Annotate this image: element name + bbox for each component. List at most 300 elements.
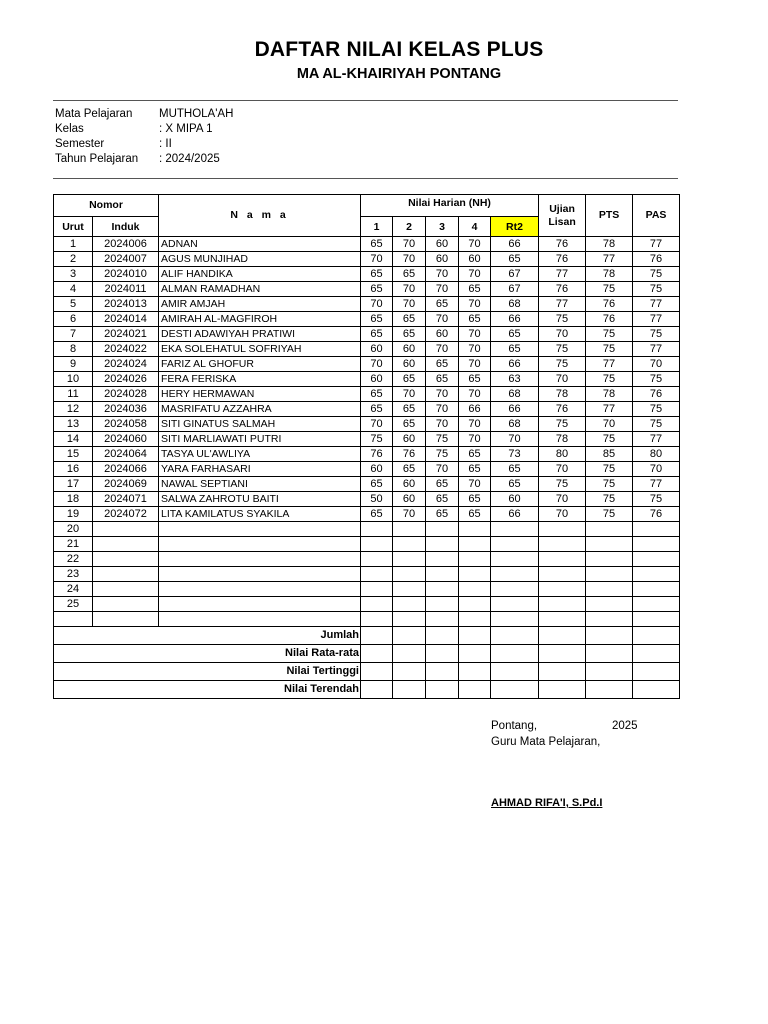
cell-pas <box>633 612 680 627</box>
cell-pts: 76 <box>586 312 633 327</box>
cell-induk <box>93 567 159 582</box>
summary-cell <box>586 645 633 663</box>
cell-nh4: 65 <box>459 447 491 462</box>
cell-rt2: 65 <box>491 462 539 477</box>
cell-induk: 2024013 <box>93 297 159 312</box>
table-row <box>54 297 680 312</box>
cell-nh4: 65 <box>459 372 491 387</box>
cell-nama: TASYA UL'AWLIYA <box>159 447 361 462</box>
cell-nama <box>159 567 361 582</box>
summary-cell <box>361 681 393 699</box>
summary-cell <box>539 681 586 699</box>
school-name: MA AL-KHAIRIYAH PONTANG <box>296 66 502 82</box>
cell-nh2 <box>393 537 426 552</box>
cell-pts: 78 <box>586 237 633 252</box>
cell-urut: 14 <box>54 432 93 447</box>
cell-rt2 <box>491 537 539 552</box>
cell-nh4: 70 <box>459 237 491 252</box>
info-value: : X MIPA 1 <box>159 123 213 135</box>
cell-induk: 2024022 <box>93 342 159 357</box>
cell-nh2: 65 <box>393 402 426 417</box>
cell-ujian: 70 <box>539 327 586 342</box>
cell-pas: 77 <box>633 237 680 252</box>
cell-nh2: 60 <box>393 357 426 372</box>
cell-nama: ALMAN RAMADHAN <box>159 282 361 297</box>
cell-pas: 77 <box>633 477 680 492</box>
info-label: Semester <box>55 138 105 150</box>
cell-nama: YARA FARHASARI <box>159 462 361 477</box>
cell-pts: 75 <box>586 282 633 297</box>
cell-pts: 75 <box>586 492 633 507</box>
cell-urut: 2 <box>54 252 93 267</box>
cell-pas: 75 <box>633 492 680 507</box>
cell-nh2 <box>393 597 426 612</box>
cell-rt2 <box>491 597 539 612</box>
col-header-induk: Induk <box>93 217 159 237</box>
cell-pts: 85 <box>586 447 633 462</box>
table-row <box>54 312 680 327</box>
cell-nh3 <box>426 567 459 582</box>
cell-induk: 2024026 <box>93 372 159 387</box>
cell-rt2: 68 <box>491 387 539 402</box>
summary-cell <box>633 663 680 681</box>
cell-nama <box>159 597 361 612</box>
cell-urut: 24 <box>54 582 93 597</box>
summary-row <box>54 645 680 663</box>
document-title: DAFTAR NILAI KELAS PLUS <box>254 38 544 61</box>
cell-induk: 2024072 <box>93 507 159 522</box>
cell-nh2: 70 <box>393 297 426 312</box>
signature-role: Guru Mata Pelajaran, <box>491 736 601 748</box>
signature-place: Pontang, <box>491 720 538 732</box>
summary-row <box>54 663 680 681</box>
cell-ujian: 75 <box>539 477 586 492</box>
summary-cell <box>426 681 459 699</box>
cell-nh1 <box>361 582 393 597</box>
cell-pas: 77 <box>633 312 680 327</box>
cell-rt2: 66 <box>491 312 539 327</box>
col-header-nh3: 3 <box>426 217 459 237</box>
cell-induk <box>93 582 159 597</box>
cell-nh3: 75 <box>426 432 459 447</box>
cell-induk: 2024014 <box>93 312 159 327</box>
cell-nh1 <box>361 612 393 627</box>
cell-pts: 75 <box>586 342 633 357</box>
cell-induk: 2024007 <box>93 252 159 267</box>
cell-nh2: 70 <box>393 507 426 522</box>
summary-cell <box>459 627 491 645</box>
cell-urut: 8 <box>54 342 93 357</box>
table-row <box>54 492 680 507</box>
table-row <box>54 597 680 612</box>
col-header-nomor: Nomor <box>54 195 159 217</box>
cell-nama: MASRIFATU AZZAHRA <box>159 402 361 417</box>
cell-nama: SITI GINATUS SALMAH <box>159 417 361 432</box>
cell-ujian: 70 <box>539 372 586 387</box>
cell-nh1 <box>361 537 393 552</box>
cell-induk <box>93 552 159 567</box>
cell-nama: AMIR AMJAH <box>159 297 361 312</box>
cell-nh4 <box>459 537 491 552</box>
cell-nh1: 70 <box>361 357 393 372</box>
cell-nh3: 65 <box>426 297 459 312</box>
cell-urut: 15 <box>54 447 93 462</box>
cell-induk: 2024060 <box>93 432 159 447</box>
cell-nh3: 70 <box>426 282 459 297</box>
summary-cell <box>426 627 459 645</box>
cell-nh4 <box>459 597 491 612</box>
cell-nh4: 60 <box>459 252 491 267</box>
table-row <box>54 567 680 582</box>
cell-induk: 2024006 <box>93 237 159 252</box>
cell-pas: 77 <box>633 432 680 447</box>
cell-pas <box>633 597 680 612</box>
cell-nh4: 70 <box>459 357 491 372</box>
cell-ujian <box>539 522 586 537</box>
cell-nh4: 70 <box>459 327 491 342</box>
cell-pas: 75 <box>633 417 680 432</box>
cell-nh2: 65 <box>393 267 426 282</box>
cell-nh2 <box>393 567 426 582</box>
summary-cell <box>393 681 426 699</box>
cell-induk: 2024071 <box>93 492 159 507</box>
cell-pts: 78 <box>586 387 633 402</box>
cell-induk: 2024064 <box>93 447 159 462</box>
grades-table <box>53 194 680 699</box>
summary-cell <box>361 645 393 663</box>
cell-pas <box>633 522 680 537</box>
cell-urut: 6 <box>54 312 93 327</box>
cell-induk: 2024036 <box>93 402 159 417</box>
cell-pas: 75 <box>633 267 680 282</box>
cell-pts <box>586 612 633 627</box>
summary-cell <box>361 663 393 681</box>
cell-rt2: 65 <box>491 327 539 342</box>
cell-ujian: 70 <box>539 507 586 522</box>
table-row <box>54 447 680 462</box>
cell-nama: AGUS MUNJIHAD <box>159 252 361 267</box>
cell-nh4: 70 <box>459 417 491 432</box>
cell-nh1: 70 <box>361 252 393 267</box>
col-header-nh4: 4 <box>459 217 491 237</box>
cell-nh4 <box>459 567 491 582</box>
table-row <box>54 462 680 477</box>
cell-ujian <box>539 612 586 627</box>
cell-rt2 <box>491 552 539 567</box>
cell-nh2: 70 <box>393 237 426 252</box>
cell-nh1: 65 <box>361 507 393 522</box>
col-header-nh1: 1 <box>361 217 393 237</box>
cell-nama <box>159 552 361 567</box>
info-label: Mata Pelajaran <box>55 108 133 120</box>
cell-rt2: 68 <box>491 417 539 432</box>
cell-rt2 <box>491 582 539 597</box>
cell-ujian <box>539 582 586 597</box>
cell-induk <box>93 597 159 612</box>
cell-rt2: 66 <box>491 507 539 522</box>
cell-nh3: 70 <box>426 402 459 417</box>
cell-nh1: 65 <box>361 477 393 492</box>
cell-nh4: 70 <box>459 387 491 402</box>
cell-induk: 2024024 <box>93 357 159 372</box>
cell-urut: 9 <box>54 357 93 372</box>
top-divider <box>53 100 678 101</box>
cell-pas: 70 <box>633 357 680 372</box>
cell-nama: FARIZ AL GHOFUR <box>159 357 361 372</box>
info-row-semester <box>55 138 233 153</box>
cell-induk <box>93 612 159 627</box>
cell-nh3: 60 <box>426 237 459 252</box>
cell-pts: 75 <box>586 462 633 477</box>
cell-nh4: 65 <box>459 507 491 522</box>
table-row <box>54 432 680 447</box>
table-row <box>54 522 680 537</box>
grade-rows <box>54 237 680 627</box>
summary-cell <box>459 681 491 699</box>
cell-pts <box>586 597 633 612</box>
info-label: Kelas <box>55 123 84 135</box>
cell-nh2: 60 <box>393 492 426 507</box>
cell-nh1 <box>361 522 393 537</box>
cell-nh4 <box>459 612 491 627</box>
summary-cell <box>459 663 491 681</box>
summary-cell <box>633 681 680 699</box>
summary-cell <box>426 663 459 681</box>
cell-induk: 2024028 <box>93 387 159 402</box>
cell-pas <box>633 552 680 567</box>
col-header-ujian-line2: Lisan <box>548 215 576 228</box>
cell-ujian <box>539 537 586 552</box>
cell-nh4: 65 <box>459 312 491 327</box>
cell-induk: 2024021 <box>93 327 159 342</box>
cell-pts: 70 <box>586 417 633 432</box>
table-row <box>54 477 680 492</box>
cell-nh4: 70 <box>459 477 491 492</box>
cell-nh3: 70 <box>426 417 459 432</box>
cell-nh2: 60 <box>393 342 426 357</box>
table-row <box>54 372 680 387</box>
cell-nh4: 70 <box>459 297 491 312</box>
cell-pts: 75 <box>586 327 633 342</box>
cell-urut: 10 <box>54 372 93 387</box>
cell-nh4: 65 <box>459 462 491 477</box>
cell-urut: 4 <box>54 282 93 297</box>
table-row <box>54 387 680 402</box>
summary-cell <box>586 681 633 699</box>
cell-rt2: 60 <box>491 492 539 507</box>
cell-nama: EKA SOLEHATUL SOFRIYAH <box>159 342 361 357</box>
cell-pas <box>633 582 680 597</box>
cell-nh1: 60 <box>361 372 393 387</box>
cell-rt2 <box>491 567 539 582</box>
cell-nh2: 65 <box>393 312 426 327</box>
cell-nh2 <box>393 582 426 597</box>
cell-urut: 11 <box>54 387 93 402</box>
cell-urut: 12 <box>54 402 93 417</box>
cell-nh3: 70 <box>426 462 459 477</box>
cell-ujian: 76 <box>539 237 586 252</box>
col-header-nh2: 2 <box>393 217 426 237</box>
cell-pts <box>586 567 633 582</box>
cell-pts: 77 <box>586 357 633 372</box>
cell-induk: 2024058 <box>93 417 159 432</box>
summary-row <box>54 627 680 645</box>
cell-nh2: 70 <box>393 282 426 297</box>
cell-nh3 <box>426 552 459 567</box>
cell-rt2: 65 <box>491 477 539 492</box>
cell-pts: 77 <box>586 402 633 417</box>
cell-nh4: 70 <box>459 342 491 357</box>
cell-nh3: 70 <box>426 312 459 327</box>
cell-pas: 76 <box>633 387 680 402</box>
cell-nama: FERA FERISKA <box>159 372 361 387</box>
info-value: MUTHOLA'AH <box>159 108 234 120</box>
cell-pas <box>633 537 680 552</box>
col-header-ujian-lisan <box>539 195 586 237</box>
cell-pts: 78 <box>586 267 633 282</box>
cell-rt2: 63 <box>491 372 539 387</box>
cell-pas: 76 <box>633 252 680 267</box>
cell-urut: 16 <box>54 462 93 477</box>
cell-induk: 2024011 <box>93 282 159 297</box>
cell-nh4 <box>459 552 491 567</box>
table-row <box>54 357 680 372</box>
cell-nh3: 65 <box>426 492 459 507</box>
cell-pts: 75 <box>586 507 633 522</box>
table-row <box>54 417 680 432</box>
cell-nh1: 65 <box>361 237 393 252</box>
cell-urut: 23 <box>54 567 93 582</box>
cell-ujian <box>539 552 586 567</box>
cell-rt2: 68 <box>491 297 539 312</box>
summary-cell <box>393 645 426 663</box>
cell-induk: 2024069 <box>93 477 159 492</box>
summary-cell <box>491 645 539 663</box>
table-row <box>54 252 680 267</box>
cell-urut: 20 <box>54 522 93 537</box>
cell-nh3 <box>426 537 459 552</box>
summary-row <box>54 681 680 699</box>
cell-nh3: 65 <box>426 372 459 387</box>
header-row-1 <box>54 195 680 217</box>
col-header-nama: N a m a <box>159 195 361 237</box>
signature-year: 2025 <box>612 720 638 732</box>
cell-nh1: 75 <box>361 432 393 447</box>
info-divider <box>53 178 678 179</box>
table-row <box>54 537 680 552</box>
cell-pas: 77 <box>633 297 680 312</box>
cell-pas: 75 <box>633 327 680 342</box>
cell-nh3: 70 <box>426 387 459 402</box>
cell-nh3 <box>426 522 459 537</box>
cell-nh1: 65 <box>361 327 393 342</box>
cell-ujian: 75 <box>539 417 586 432</box>
cell-rt2: 73 <box>491 447 539 462</box>
table-row <box>54 582 680 597</box>
table-row <box>54 282 680 297</box>
cell-ujian <box>539 567 586 582</box>
cell-nh3: 70 <box>426 267 459 282</box>
cell-nh2: 60 <box>393 477 426 492</box>
summary-cell <box>491 663 539 681</box>
cell-urut: 7 <box>54 327 93 342</box>
cell-urut: 22 <box>54 552 93 567</box>
cell-pts: 76 <box>586 297 633 312</box>
cell-ujian: 76 <box>539 282 586 297</box>
cell-nama: SALWA ZAHROTU BAITI <box>159 492 361 507</box>
table-row <box>54 552 680 567</box>
summary-label: Nilai Terendah <box>54 681 361 699</box>
info-block <box>55 108 233 168</box>
table-row <box>54 267 680 282</box>
col-header-pas: PAS <box>633 195 680 237</box>
info-row-year <box>55 153 233 168</box>
cell-nh2: 76 <box>393 447 426 462</box>
cell-ujian <box>539 597 586 612</box>
cell-urut: 18 <box>54 492 93 507</box>
cell-nama: NAWAL SEPTIANI <box>159 477 361 492</box>
cell-nh1: 70 <box>361 417 393 432</box>
col-header-rt2: Rt2 <box>491 217 539 237</box>
cell-nh2: 60 <box>393 432 426 447</box>
cell-nh1 <box>361 567 393 582</box>
cell-nama <box>159 582 361 597</box>
info-value: : II <box>159 138 172 150</box>
cell-ujian: 75 <box>539 342 586 357</box>
cell-urut: 19 <box>54 507 93 522</box>
cell-nh3: 75 <box>426 447 459 462</box>
cell-induk <box>93 522 159 537</box>
cell-nh1: 65 <box>361 312 393 327</box>
cell-nh4: 70 <box>459 432 491 447</box>
summary-label: Jumlah <box>54 627 361 645</box>
cell-nama: AMIRAH AL-MAGFIROH <box>159 312 361 327</box>
cell-urut: 17 <box>54 477 93 492</box>
cell-rt2: 66 <box>491 402 539 417</box>
cell-nh1: 65 <box>361 282 393 297</box>
cell-nh1: 65 <box>361 267 393 282</box>
cell-nama: ADNAN <box>159 237 361 252</box>
cell-nh1: 60 <box>361 462 393 477</box>
cell-nama: ALIF HANDIKA <box>159 267 361 282</box>
cell-nama: LITA KAMILATUS SYAKILA <box>159 507 361 522</box>
cell-pts: 75 <box>586 372 633 387</box>
cell-nh1: 65 <box>361 387 393 402</box>
cell-pas: 75 <box>633 372 680 387</box>
col-header-ujian-line1: Ujian <box>549 202 575 215</box>
cell-nh1 <box>361 597 393 612</box>
col-header-nilai-harian: Nilai Harian (NH) <box>361 195 539 217</box>
cell-rt2 <box>491 612 539 627</box>
cell-ujian: 70 <box>539 462 586 477</box>
col-header-urut: Urut <box>54 217 93 237</box>
cell-nh2 <box>393 522 426 537</box>
cell-nh3 <box>426 612 459 627</box>
summary-cell <box>361 627 393 645</box>
summary-cell <box>426 645 459 663</box>
cell-nh3: 65 <box>426 507 459 522</box>
cell-nh2: 70 <box>393 387 426 402</box>
cell-ujian: 78 <box>539 387 586 402</box>
summary-cell <box>491 627 539 645</box>
cell-nh1: 60 <box>361 342 393 357</box>
summary-cell <box>586 663 633 681</box>
cell-ujian: 77 <box>539 297 586 312</box>
cell-nh1 <box>361 552 393 567</box>
cell-urut <box>54 612 93 627</box>
cell-pas: 75 <box>633 402 680 417</box>
cell-nh3: 65 <box>426 357 459 372</box>
